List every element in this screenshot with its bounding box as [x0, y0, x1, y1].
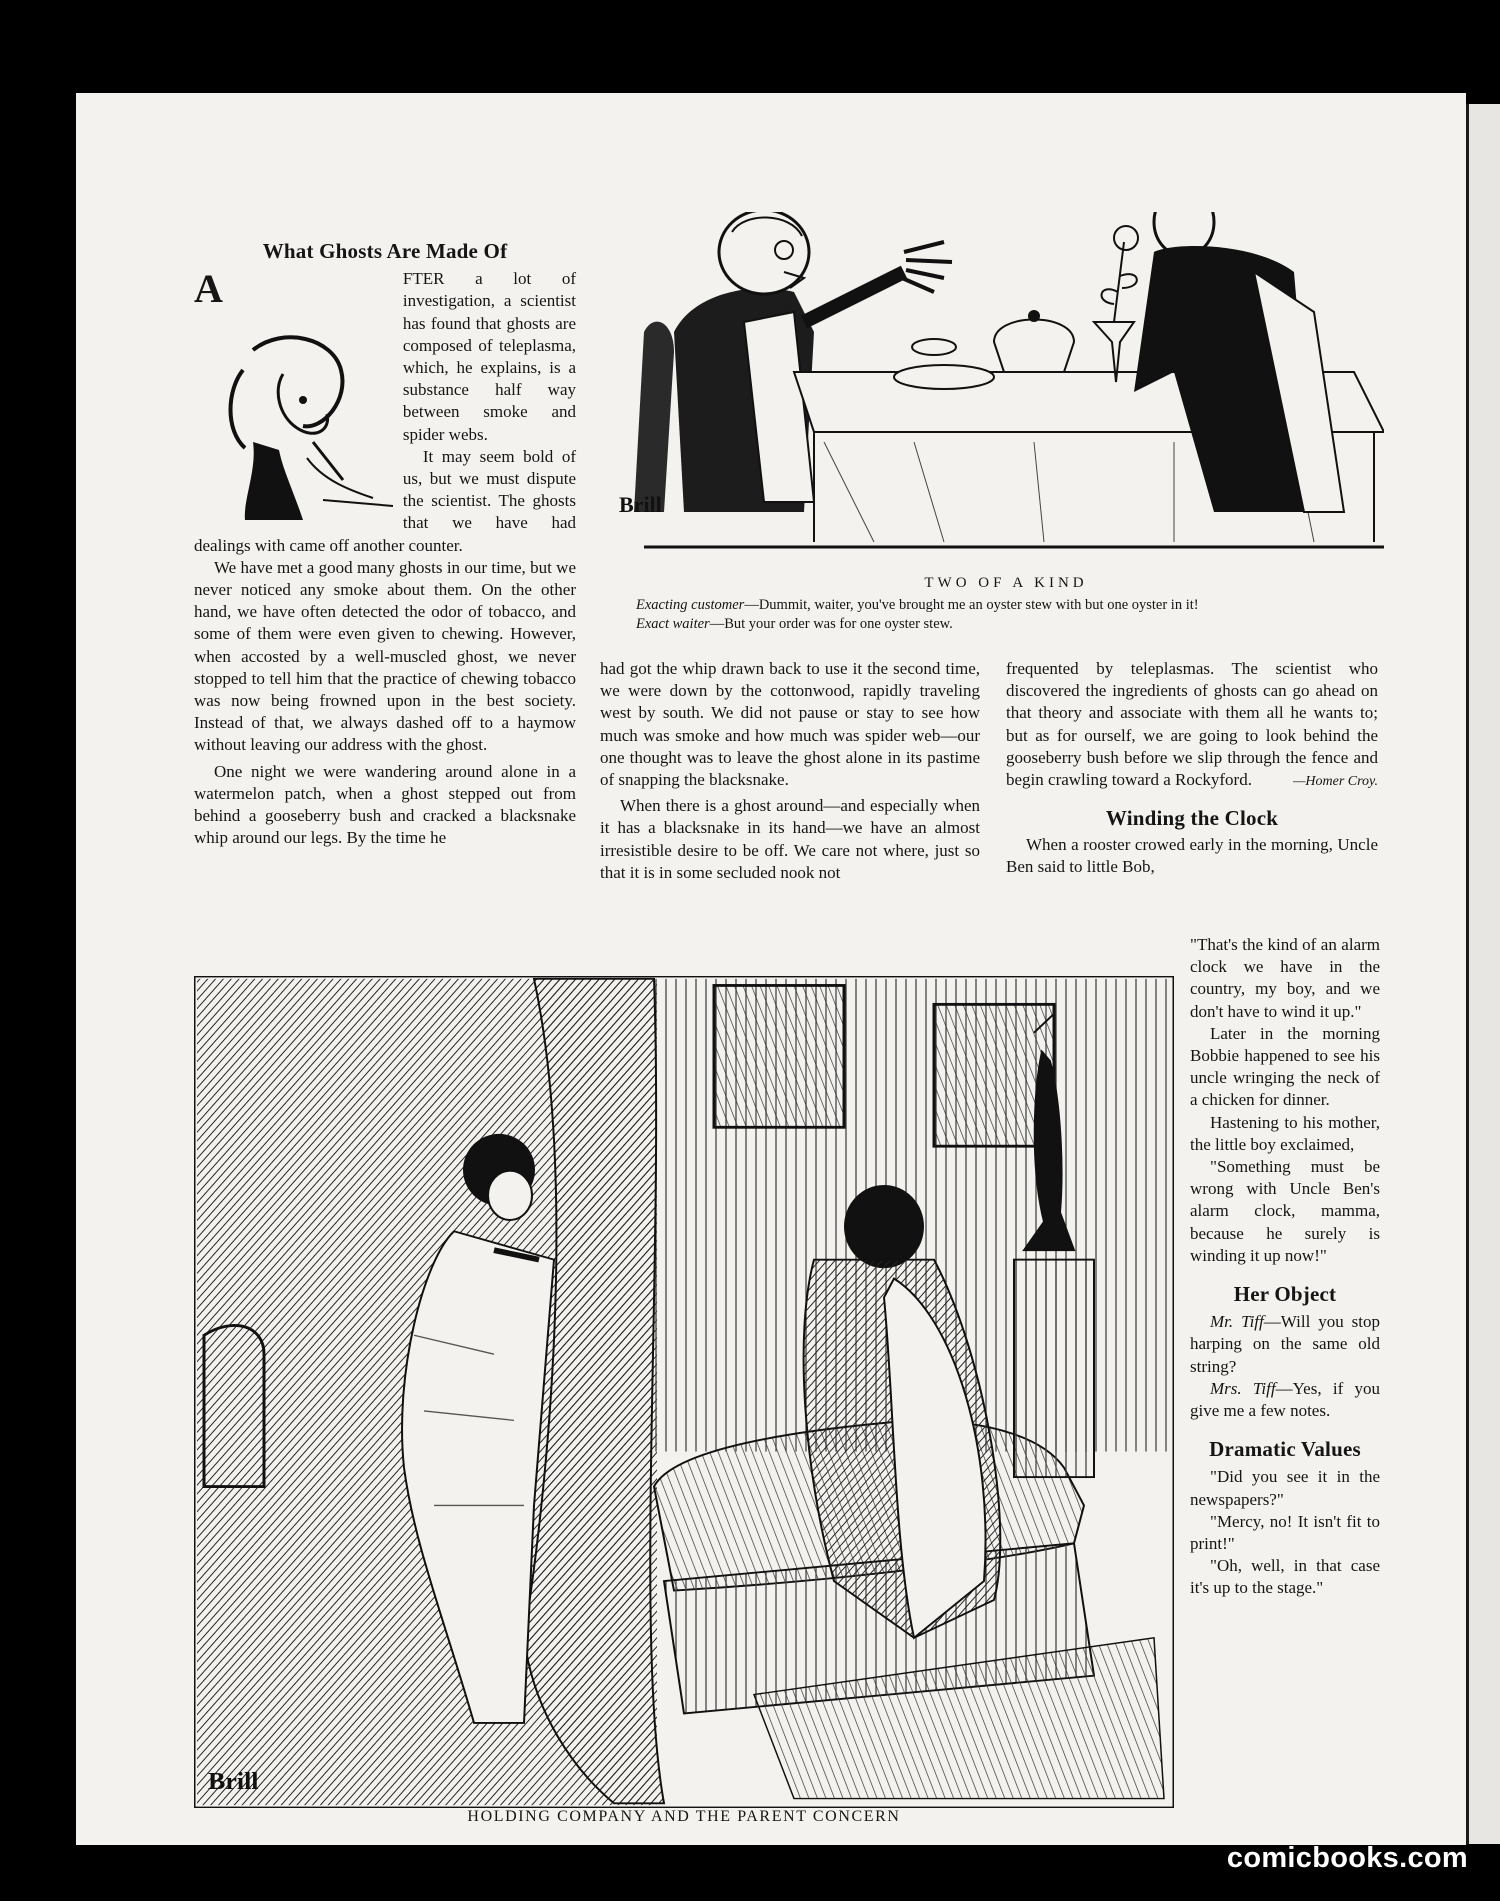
line-2-text: —But your order was for one oyster stew. [709, 616, 953, 633]
two-of-a-kind-cartoon [614, 212, 1384, 552]
ghosts-p2: It may seem bold of us, but we must dispute the scientist. The ghosts that we have had dealings with came off another counter. [194, 446, 576, 555]
ghosts-intro [194, 268, 576, 446]
caption-line-2 [636, 615, 1376, 634]
ghost-smoker-sketch [223, 330, 399, 522]
clock-p5: "Something must be wrong with Uncle Ben's alarm clock, mamma, because he surely is winding it up now!" [1190, 1157, 1380, 1265]
caption-line-1 [636, 596, 1376, 615]
object-line-2 [1190, 1378, 1380, 1422]
holding-company-caption: HOLDING COMPANY AND THE PARENT CONCERN [467, 1808, 901, 1825]
site-watermark: comicbooks.com [1226, 1842, 1468, 1874]
holding-company-cartoon [194, 976, 1174, 1808]
object-title: Her Object [1233, 1282, 1337, 1307]
dramatic-p2: "Mercy, no! It isn't fit to print!" [1190, 1511, 1380, 1554]
caption-title: TWO OF A KIND [924, 575, 1088, 591]
ghosts-column-3 [1006, 658, 1378, 878]
dramatic-title: Dramatic Values [1209, 1437, 1361, 1462]
author-signature: —Homer Croy. [1292, 774, 1378, 790]
next-page-edge [1466, 104, 1500, 1844]
ghosts-p7: frequented by teleplasmas. The scientist who discovered the ingredients of ghosts can go ahead on that theory and associate with them all he wants to; but as for ourself, we are going to look behind the gooseberry bush before we slip through the fence and begin crawling toward a Rockyford. [1006, 659, 1378, 790]
dramatic-p3: "Oh, well, in that case it's up to the stage." [1190, 1556, 1380, 1598]
ghosts-p5: had got the whip drawn back to use it the second time, we were down by the cottonwood, rapidly traveling west by south. We did not pause or stay to see how much was smoke and how much was spider web—our one thought was to leave the ghost alone in its pastime of snapping the blacksnake. [600, 659, 980, 790]
line-1-text: —Dummit, waiter, you've brought me an oyster stew with but one oyster in it! [744, 597, 1199, 614]
speaker-2: Exact waiter [636, 616, 710, 633]
mr-tiff: Mr. Tiff [1210, 1312, 1264, 1332]
ghosts-intro-text: FTER a lot of investigation, a scientist has found that ghosts are composed of teleplasma, which, he explains, is a substance half way between smoke and spider webs. [402, 269, 576, 444]
speaker-1: Exacting customer [636, 597, 745, 614]
clock-p1: When a rooster crowed early in the morning, Uncle Ben said to little Bob, [1006, 834, 1378, 876]
cartoon-1-signature: Brill [619, 492, 662, 517]
two-of-a-kind-caption [636, 572, 1376, 634]
ghosts-column-2 [600, 658, 980, 884]
ghosts-title: What Ghosts Are Made Of [262, 239, 508, 263]
drop-cap: A [194, 266, 223, 312]
clock-p3: Later in the morning Bobbie happened to see his uncle wringing the neck of a chicken for dinner. [1190, 1023, 1380, 1110]
mrs-tiff: Mrs. Tiff [1210, 1378, 1276, 1398]
dramatic-p1: "Did you see it in the newspapers?" [1190, 1467, 1380, 1509]
object-line-1 [1190, 1311, 1380, 1378]
right-column [1190, 934, 1380, 1600]
clock-title: Winding the Clock [1105, 806, 1279, 831]
cartoon-2-signature: Brill [208, 1767, 259, 1795]
ghosts-column-1 [194, 240, 576, 849]
ghosts-p6: When there is a ghost around—and especially when it has a blacksnake in its hand—we have an almost irresistible desire to be off. We care not where, just so that it is in some secluded nook not [600, 796, 980, 882]
ghosts-p4: One night we were wandering around alone in a watermelon patch, when a ghost stepped out from behind a gooseberry bush and cracked a blacksnake whip around our legs. By the time he [194, 761, 576, 848]
object-line-2-text: —Yes, if you give me a few notes. [1190, 1378, 1380, 1421]
object-line-1-text: —Will you stop harping on the same old string? [1190, 1312, 1380, 1376]
ghosts-p3: We have met a good many ghosts in our time, but we never noticed any smoke about them. On the other hand, we have often detected the odor of tobacco, and some of them were even given to chewing. However, when accosted by a well-muscled ghost, we never stopped to tell him that the practice of chewing tobacco was now being frowned upon in the best society. Instead of that, we always dashed off to a haymow without leaving our address with the ghost. [194, 557, 576, 755]
clock-p4: Hastening to his mother, the little boy exclaimed, [1190, 1112, 1380, 1154]
clock-p2: "That's the kind of an alarm clock we have in the country, my boy, and we don't have to wind it up." [1190, 935, 1380, 1021]
